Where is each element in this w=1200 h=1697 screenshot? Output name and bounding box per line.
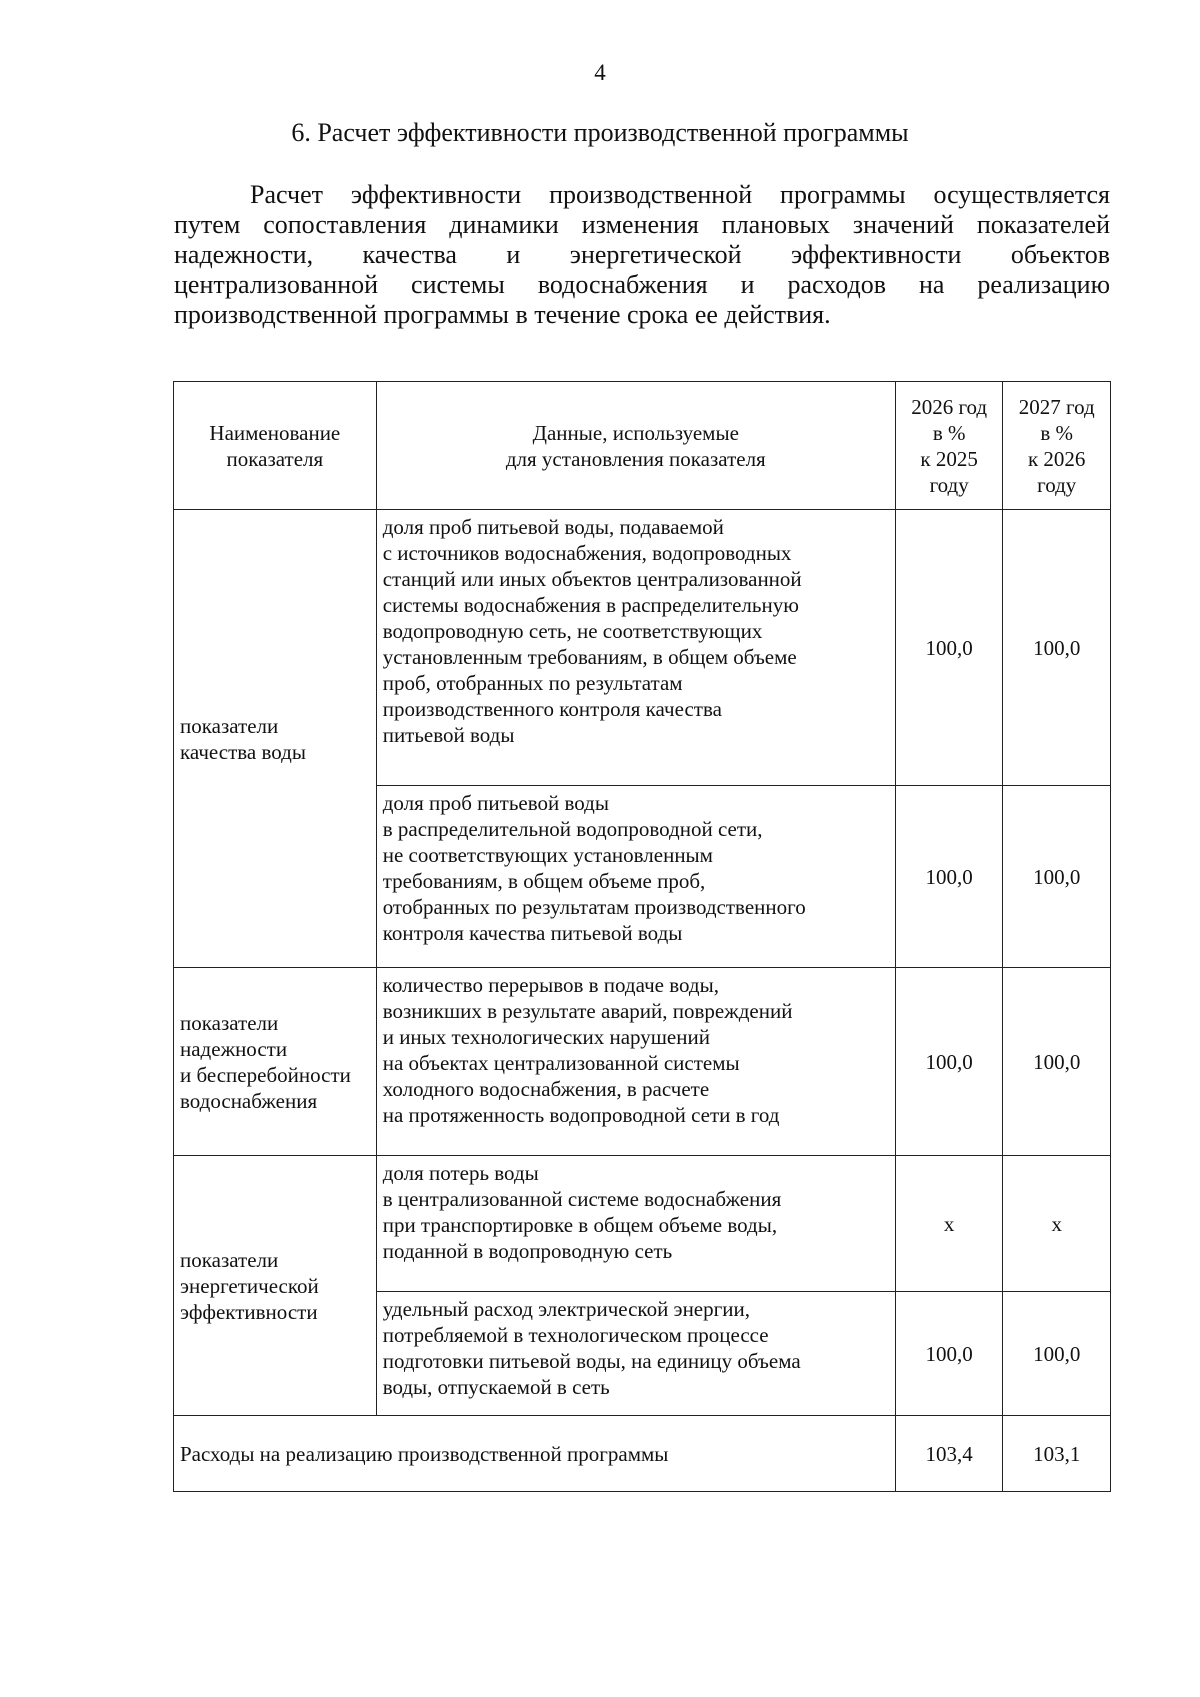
group-name-energy-efficiency: показатели энергетической эффективности [174, 1156, 377, 1416]
row-value-2027: 100,0 [1003, 786, 1111, 968]
header-data-used: Данные, используемые для установления показателя [376, 382, 895, 510]
group-name-water-quality: показатели качества воды [174, 510, 377, 968]
row-value-2027: 100,0 [1003, 968, 1111, 1156]
page-number: 4 [594, 60, 606, 85]
total-value-2026: 103,4 [895, 1416, 1003, 1492]
row-value-2027: 100,0 [1003, 510, 1111, 786]
row-value-2027: 100,0 [1003, 1292, 1111, 1416]
intro-paragraph [174, 180, 1110, 330]
row-data: доля потерь воды в централизованной системе водоснабжения при транспортировке в общем объеме воды, поданной в водопроводную сеть [376, 1156, 895, 1292]
row-data: количество перерывов в подаче воды, возникших в результате аварий, повреждений и иных технологических нарушений на объектах централизованной системы холодного водоснабжения, в расчете на протяженность водопроводной сети в год [376, 968, 895, 1156]
intro-line: путем сопоставления динамики изменения плановых значений показателей [174, 210, 1110, 239]
table-row [174, 1156, 1111, 1292]
table-row [174, 968, 1111, 1156]
header-year-2027: 2027 год в % к 2026 году [1003, 382, 1111, 510]
section-title: 6. Расчет эффективности производственной программы [291, 118, 909, 147]
total-label: Расходы на реализацию производственной программы [174, 1416, 896, 1492]
intro-line: надежности, качества и энергетической эффективности объектов [174, 240, 1110, 269]
group-name-reliability: показатели надежности и бесперебойности водоснабжения [174, 968, 377, 1156]
row-value-2026: 100,0 [895, 510, 1003, 786]
table-row [174, 510, 1111, 786]
header-year-2026: 2026 год в % к 2025 году [895, 382, 1003, 510]
header-indicator-name: Наименование показателя [174, 382, 377, 510]
indicators-table [173, 381, 1111, 1492]
total-value-2027: 103,1 [1003, 1416, 1111, 1492]
row-value-2026: 100,0 [895, 786, 1003, 968]
row-value-2026: 100,0 [895, 968, 1003, 1156]
row-data: доля проб питьевой воды в распределительной водопроводной сети, не соответствующих установленным требованиям, в общем объеме проб, отобранных по результатам производственного контроля качества питьевой воды [376, 786, 895, 968]
row-data: доля проб питьевой воды, подаваемой с источников водоснабжения, водопроводных станций или иных объектов централизованной системы водоснабжения в распределительную водопроводную сеть, не соответствующих установленным требованиям, в общем объеме проб, отобранных по результатам производственного контроля качества питьевой воды [376, 510, 895, 786]
total-row [174, 1416, 1111, 1492]
intro-line: Расчет эффективности производственной программы осуществляется [250, 180, 1110, 209]
intro-line: централизованной системы водоснабжения и расходов на реализацию [174, 270, 1110, 299]
table-header-row [174, 382, 1111, 510]
row-data: удельный расход электрической энергии, потребляемой в технологическом процессе подготовки питьевой воды, на единицу объема воды, отпускаемой в сеть [376, 1292, 895, 1416]
intro-line: производственной программы в течение срока ее действия. [174, 300, 831, 329]
row-value-2027: x [1003, 1156, 1111, 1292]
row-value-2026: 100,0 [895, 1292, 1003, 1416]
row-value-2026: x [895, 1156, 1003, 1292]
